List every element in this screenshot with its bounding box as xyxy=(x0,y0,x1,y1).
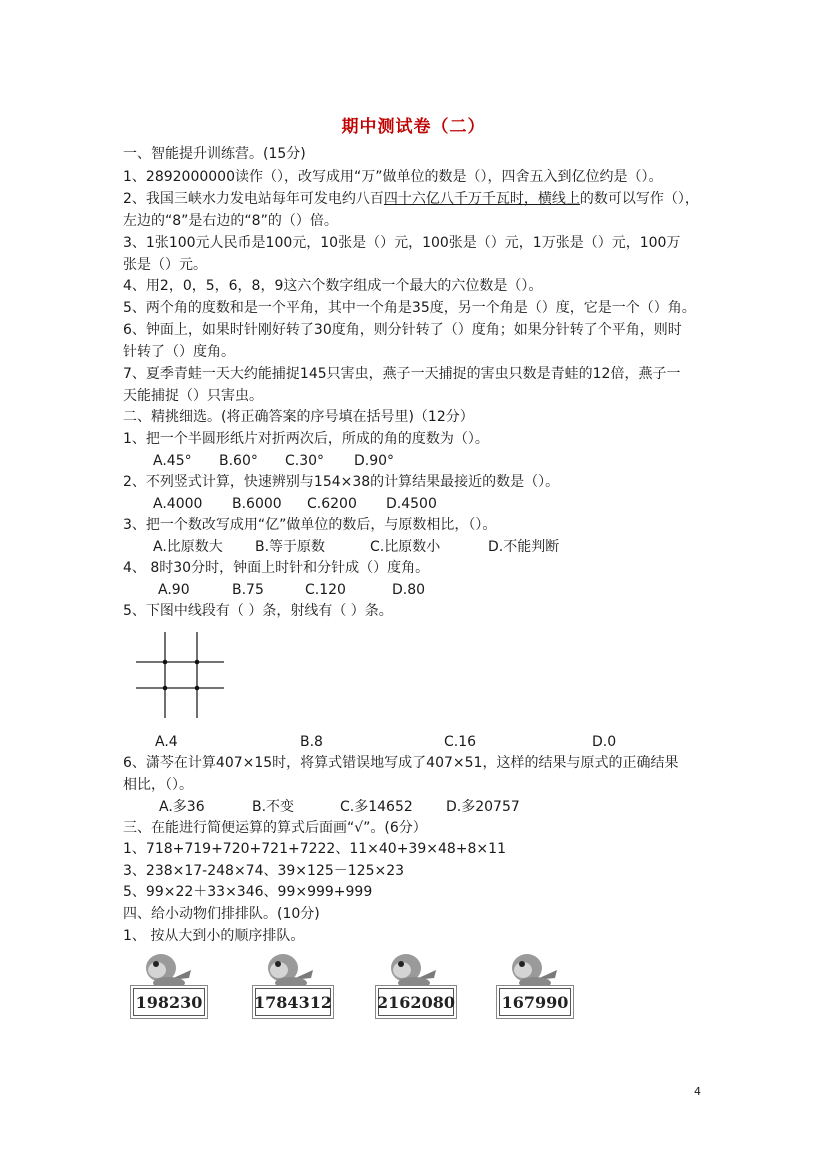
number-box: 198230 xyxy=(133,988,205,1016)
s3-line-2: 3、238×17-248×74、39×125－125×23 xyxy=(123,863,405,879)
number-box: 167990 xyxy=(499,988,571,1016)
section-3-heading: 三、在能进行简便运算的算式后面画“√”。(6分） xyxy=(123,820,427,836)
animal-card xyxy=(499,950,573,1022)
option: D.0 xyxy=(592,734,617,750)
number-box: 2162080 xyxy=(378,988,454,1016)
s1-line-2a: 2、我国三峡水力发电站每年可发电约八百 xyxy=(123,191,384,207)
option: D.不能判断 xyxy=(488,539,560,555)
animal-card xyxy=(254,950,332,1022)
section-2-heading: 二、精挑细选。(将正确答案的序号填在括号里)（12分） xyxy=(123,409,474,425)
s1-line-9: 针转了（）度角。 xyxy=(123,344,235,360)
s1-line-11: 天能捕捉（）只害虫。 xyxy=(123,388,263,404)
s2-question-4: 4、 8时30分时，钟面上时针和分针成（）度角。 xyxy=(123,560,430,576)
s1-line-2b: 的数可以写作（）， xyxy=(579,191,699,207)
option: A.45° xyxy=(153,453,192,469)
s2-question-2: 2、不列竖式计算，快速辨别与154×38的计算结果最接近的数是（）。 xyxy=(123,474,560,490)
s2-question-6: 6、潇芩在计算407×15时，将算式错误地写成了407×51，这样的结果与原式的正确结果 xyxy=(123,755,679,771)
option: C.比原数小 xyxy=(370,539,441,555)
s2-question-6-cont: 相比，（）。 xyxy=(123,777,193,793)
option: C.30° xyxy=(285,453,325,469)
s1-line-10: 7、夏季青蛙一天大约能捕捉145只害虫，燕子一天捕捉的害虫只数是青蛙的12倍，燕子一 xyxy=(123,366,681,382)
s1-line-6: 4、用2，0，5，6，8，9这六个数字组成一个最大的六位数是（）。 xyxy=(123,278,543,294)
option: B.不变 xyxy=(252,799,295,815)
s3-line-3: 5、99×22＋33×346、99×999+999 xyxy=(123,884,373,900)
animal-card xyxy=(377,950,455,1022)
option: B.60° xyxy=(219,453,258,469)
page-title: 期中测试卷（二） xyxy=(341,117,486,137)
option: D.4500 xyxy=(386,496,437,512)
s3-line-1: 1、718+719+720+721+7222、11×40+39×48+8×11 xyxy=(123,841,506,857)
s2-question-5: 5、下图中线段有（ ）条，射线有（ ）条。 xyxy=(123,603,393,619)
animal-card xyxy=(133,950,207,1022)
s1-line-4: 3、1张100元人民币是100元，10张是（）元，100张是（）元，1万张是（）元，100万 xyxy=(123,235,681,251)
option: C.多14652 xyxy=(340,799,413,815)
line-grid-figure xyxy=(136,632,226,718)
s1-line-2 xyxy=(123,189,699,209)
s2-question-1: 1、把一个半圆形纸片对折两次后，所成的角的度数为（）。 xyxy=(123,431,489,447)
option: A.4000 xyxy=(153,496,203,512)
number-box: 1784312 xyxy=(255,988,331,1016)
option: A.4 xyxy=(155,734,178,750)
section-4-heading: 四、给小动物们排排队。(10分) xyxy=(123,906,320,922)
bird-icon xyxy=(139,950,199,990)
option: D.80 xyxy=(392,582,426,598)
option: B.等于原数 xyxy=(255,539,326,555)
s1-line-3: 左边的“8”是右边的“8”的（）倍。 xyxy=(123,213,338,229)
option: D.90° xyxy=(354,453,395,469)
s2-question-3: 3、把一个数改写成用“亿”做单位的数后，与原数相比，（）。 xyxy=(123,517,497,533)
page-number: 4 xyxy=(694,1085,701,1098)
option: B.75 xyxy=(232,582,264,598)
s1-line-1: 1、2892000000读作（），改写成用“万”做单位的数是（），四舍五入到亿位约是（）。 xyxy=(123,169,663,185)
section-1-heading: 一、智能提升训练营。(15分) xyxy=(123,146,306,162)
option: C.120 xyxy=(305,582,346,598)
animal-row xyxy=(133,950,583,1022)
option: A.比原数大 xyxy=(153,539,223,555)
bird-icon xyxy=(261,950,321,990)
option: A.90 xyxy=(158,582,190,598)
option: D.多20757 xyxy=(446,799,520,815)
s4-question-1: 1、 按从大到小的顺序排队。 xyxy=(123,928,305,944)
option: B.8 xyxy=(300,734,323,750)
bird-icon xyxy=(384,950,444,990)
option: C.6200 xyxy=(307,496,357,512)
option: A.多36 xyxy=(159,799,205,815)
underlined-text: 四十六亿八千万千瓦时，横线上 xyxy=(383,191,580,207)
s1-line-5: 张是（）元。 xyxy=(123,257,207,273)
s1-line-7: 5、两个角的度数和是一个平角，其中一个角是35度，另一个角是（）度，它是一个（）角。 xyxy=(123,300,696,316)
option: B.6000 xyxy=(232,496,282,512)
bird-icon xyxy=(505,950,565,990)
s1-line-8: 6、钟面上，如果时针刚好转了30度角，则分针转了（）度角；如果分针转了个平角，则时 xyxy=(123,322,682,338)
option: C.16 xyxy=(444,734,477,750)
